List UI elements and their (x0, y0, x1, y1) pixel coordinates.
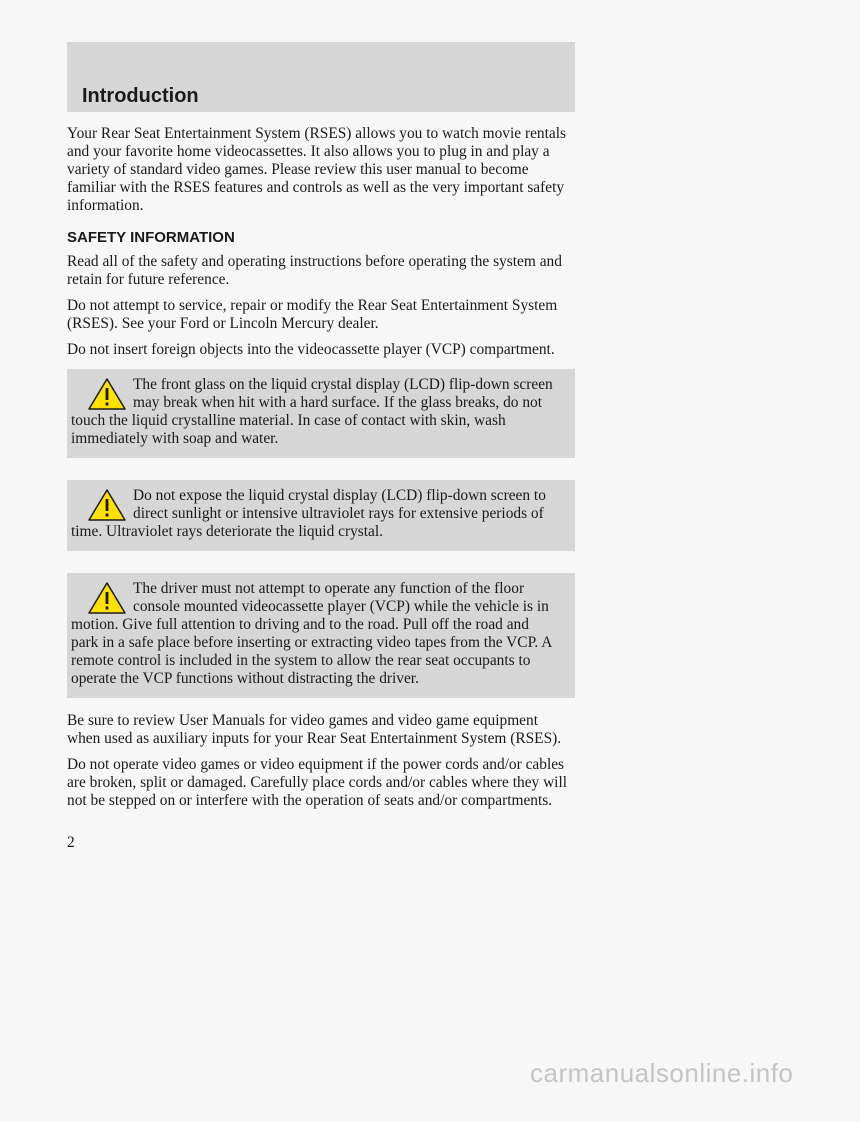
closing-paragraph: Be sure to review User Manuals for video games and video game equipment when used as auxiliary inputs for your Rear Seat Entertainment System (RSES). (67, 712, 562, 747)
closing-paragraph: Do not operate video games or video equipment if the power cords and/or cables are broken, split or damaged. Carefully place cords and/or cables where they will not be stepped on or interfere with the operation of seats and/or compartments. (67, 756, 568, 809)
section-heading: SAFETY INFORMATION (67, 229, 235, 246)
safety-paragraph: Do not attempt to service, repair or modify the Rear Seat Entertainment System (RSES). See your Ford or Lincoln Mercury dealer. (67, 297, 558, 332)
watermark: carmanualsonline.info (530, 1058, 794, 1088)
main-content (67, 125, 575, 818)
warning-text: Do not expose the liquid crystal display (LCD) flip-down screen to direct sunlight or intensive ultraviolet rays for extensive periods of time. Ultraviolet rays deteriorate the liquid crystal. (71, 487, 546, 540)
warning-triangle-icon (87, 581, 127, 615)
warning-box (67, 369, 575, 458)
warning-triangle-icon (87, 377, 127, 411)
page-title: Introduction (82, 85, 199, 107)
header-band (67, 42, 575, 112)
warning-text: The driver must not attempt to operate any function of the floor console mounted videocassette player (VCP) while the vehicle is in motion. Give full attention to driving and to the road. Pull off the road and park in a safe place before inserting or extracting video tapes from the VCP. A remote control is included in the system to allow the rear seat occupants to operate the VCP functions without distracting the driver. (71, 580, 552, 687)
safety-paragraph: Do not insert foreign objects into the videocassette player (VCP) compartment. (67, 341, 555, 358)
intro-paragraph: Your Rear Seat Entertainment System (RSES) allows you to watch movie rentals and your favorite home videocassettes. It also allows you to plug in and play a variety of standard video games. Please review this user manual to become familiar with the RSES features and controls as well as the very important safety information. (67, 125, 566, 214)
warning-box (67, 573, 575, 698)
warning-box (67, 480, 575, 551)
safety-paragraph: Read all of the safety and operating instructions before operating the system and retain for future reference. (67, 253, 562, 288)
warning-triangle-icon (87, 488, 127, 522)
warning-text: The front glass on the liquid crystal display (LCD) flip-down screen may break when hit with a hard surface. If the glass breaks, do not touch the liquid crystalline material. In case of contact with skin, wash immediately with soap and water. (71, 376, 553, 447)
page-number: 2 (67, 834, 75, 851)
